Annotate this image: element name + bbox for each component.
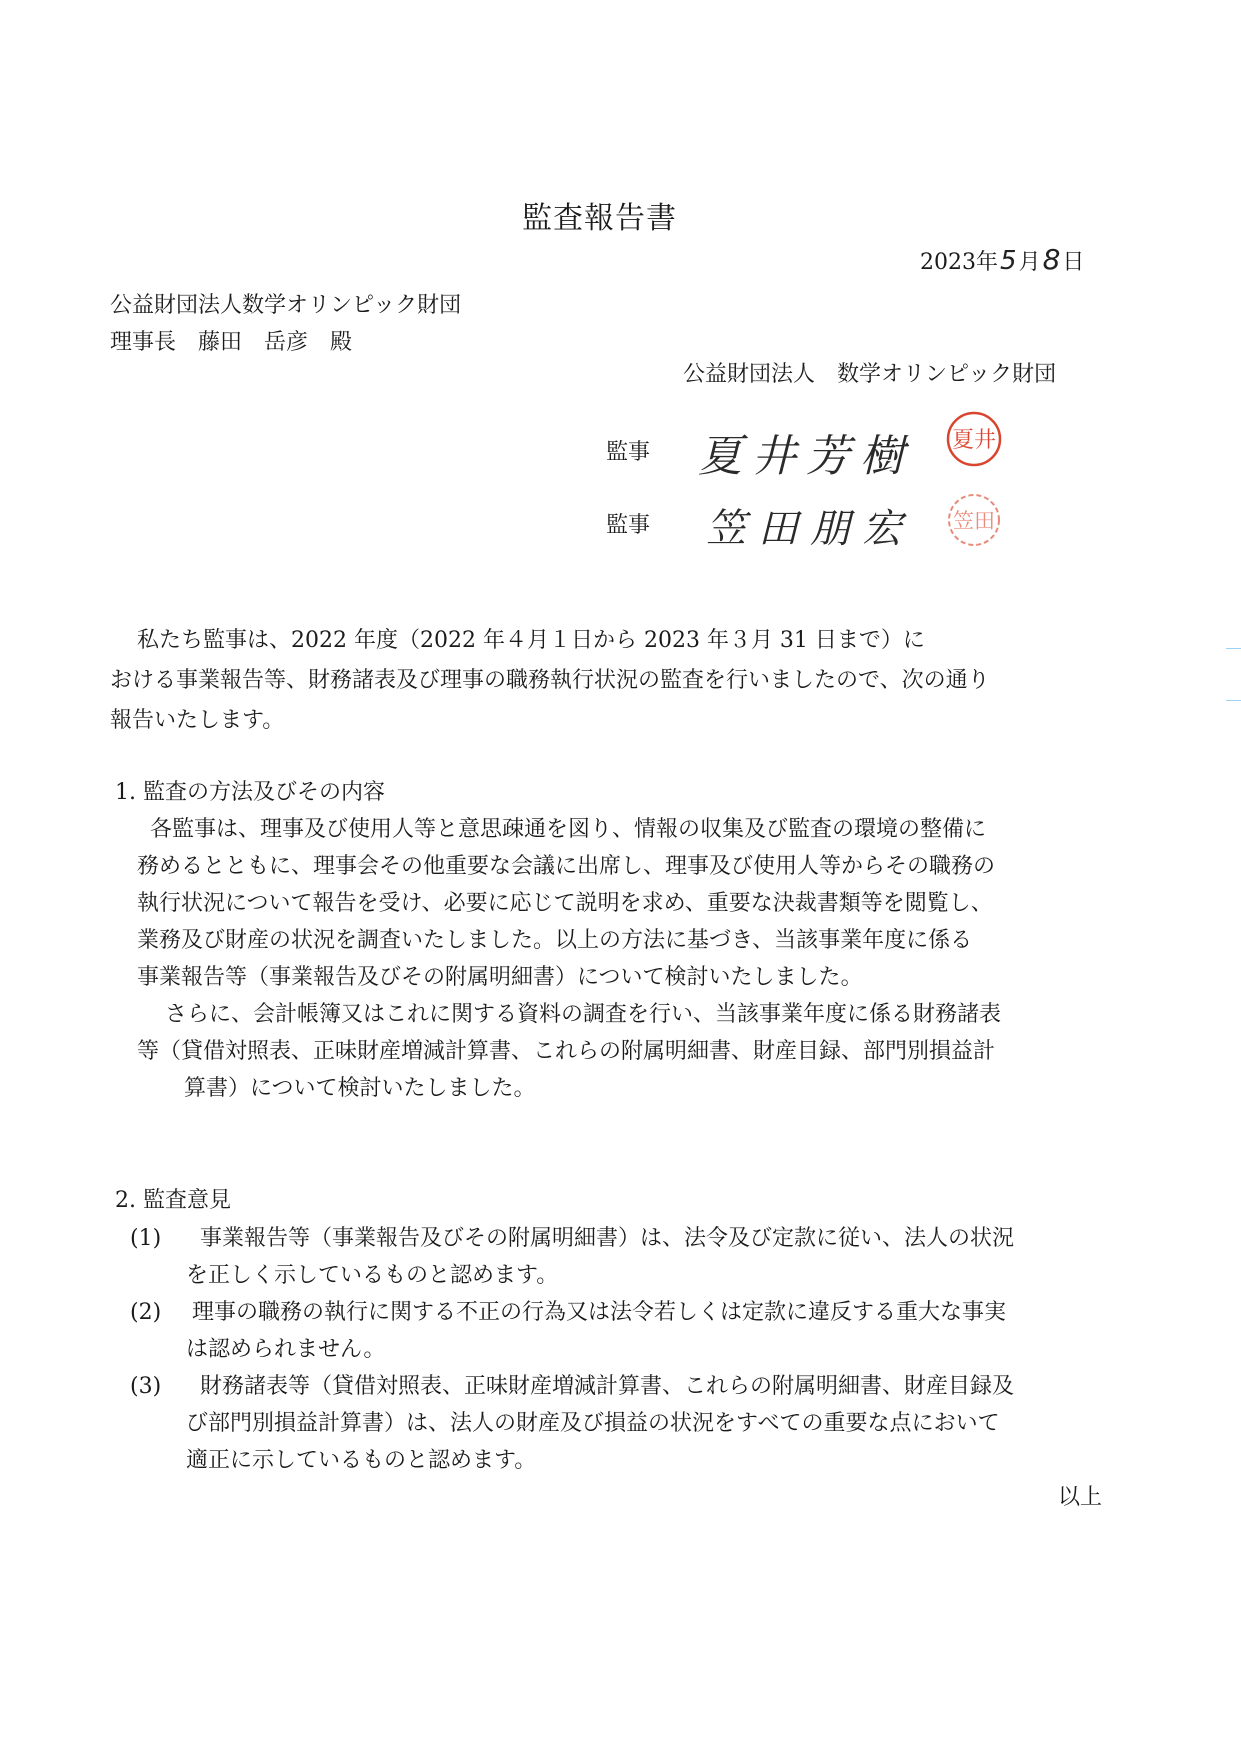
intro-line-3: 報告いたします。 — [110, 708, 285, 733]
intro-line-2: おける事業報告等、財務諸表及び理事の職務執行状況の監査を行いましたので、次の通り — [110, 668, 990, 693]
intro-line-1: 私たち監事は、2022 年度（2022 年４月１日から 2023 年３月 31 日まで）に — [137, 628, 925, 653]
opinion-2-number: (2) — [130, 1300, 162, 1325]
opinion-2-line-1: 理事の職務の執行に関する不正の行為又は法令若しくは定款に違反する重大な事実 — [192, 1300, 1007, 1325]
document-title: 監査報告書 — [522, 201, 677, 236]
section-2-heading: 2. 監査意見 — [115, 1188, 231, 1213]
addressee-organization: 公益財団法人数学オリンピック財団 — [110, 293, 462, 318]
auditor-2-seal — [946, 492, 1002, 548]
opinion-3-line-2: び部門別損益計算書）は、法人の財産及び損益の状況をすべての重要な点において — [186, 1411, 1000, 1436]
auditor-1-signature: 夏井芳樹 — [698, 431, 914, 482]
section-1-line-1: 各監事は、理事及び使用人等と意思疎通を図り、情報の収集及び監査の環境の整備に — [150, 817, 987, 842]
section-1-line-4: 業務及び財産の状況を調査いたしました。以上の方法に基づき、当該事業年度に係る — [137, 928, 973, 953]
opinion-3-line-1: 財務諸表等（貸借対照表、正味財産増減計算書、これらの附属明細書、財産目録及 — [200, 1374, 1015, 1399]
opinion-3-line-3: 適正に示しているものと認めます。 — [186, 1448, 537, 1473]
issuer-organization: 公益財団法人 数学オリンピック財団 — [683, 362, 1057, 387]
section-1-line-5: 事業報告等（事業報告及びその附属明細書）について検討いたしました。 — [137, 965, 863, 990]
opinion-1-number: (1) — [130, 1226, 162, 1251]
auditor-2-role: 監事 — [606, 513, 651, 538]
section-1-line-6: さらに、会計帳簿又はこれに関する資料の調査を行い、当該事業年度に係る財務諸表 — [165, 1002, 1002, 1027]
margin-scan-mark — [1226, 700, 1241, 701]
section-1-heading: 1. 監査の方法及びその内容 — [115, 780, 385, 805]
auditor-1-seal — [945, 410, 1003, 468]
document-date: 2023年5月8日 — [920, 243, 1085, 276]
opinion-1-line-1: 事業報告等（事業報告及びその附属明細書）は、法令及び定款に従い、法人の状況 — [200, 1226, 1015, 1251]
section-1-line-7: 等（貸借対照表、正味財産増減計算書、これらの附属明細書、財産目録、部門別損益計 — [137, 1039, 996, 1064]
section-1-line-3: 執行状況について報告を受け、必要に応じて説明を求め、重要な決裁書類等を閲覧し、 — [137, 891, 993, 916]
opinion-2-line-2: は認められません。 — [186, 1337, 386, 1362]
date-year: 2023 — [920, 250, 976, 275]
auditor-1-seal-text: 夏井 — [951, 428, 997, 453]
section-1-line-2: 務めるとともに、理事会その他重要な会議に出席し、理事及び使用人等からその職務の — [137, 854, 996, 879]
section-1-line-8: 算書）について検討いたしました。 — [184, 1076, 536, 1101]
auditor-1-role: 監事 — [606, 440, 651, 465]
date-day-handwritten: 8 — [1042, 243, 1061, 276]
closing-text: 以上 — [1058, 1485, 1103, 1510]
opinion-1-line-2: を正しく示しているものと認めます。 — [186, 1263, 559, 1288]
date-month-handwritten: 5 — [1000, 246, 1017, 276]
auditor-2-signature: 笠田朋宏 — [706, 506, 914, 552]
auditor-2-seal-text: 笠田 — [953, 509, 995, 533]
addressee-person: 理事長 藤田 岳彦 殿 — [110, 330, 353, 355]
margin-scan-mark — [1226, 648, 1241, 649]
opinion-3-number: (3) — [130, 1374, 162, 1399]
